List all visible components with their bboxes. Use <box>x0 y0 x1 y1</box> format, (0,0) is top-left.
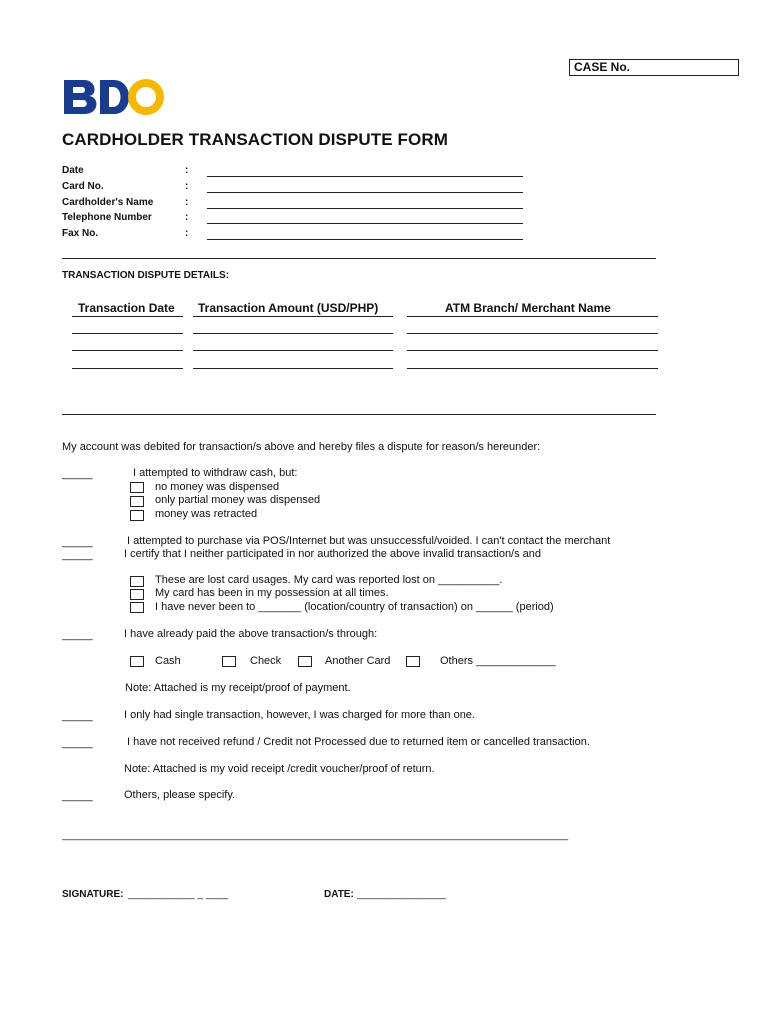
card-in-possession-label: My card has been in my possession at all times. <box>155 587 389 599</box>
fax-label: Fax No. <box>62 228 99 239</box>
col-transaction-amount: Transaction Amount (USD/PHP) <box>198 301 379 315</box>
dispute-intro: My account was debited for transaction/s above and hereby files a dispute for reason/s hereunder: <box>62 441 541 453</box>
col-atm-branch-merchant: ATM Branch/ Merchant Name <box>445 301 611 315</box>
single-reason-blank[interactable]: _____ <box>62 710 93 722</box>
transaction-amount-row-2[interactable] <box>193 333 393 334</box>
telephone-label: Telephone Number <box>62 212 152 223</box>
others-specify-line[interactable]: ___________________________________________________________________________________________ <box>62 830 569 841</box>
merchant-row-1[interactable] <box>407 316 658 317</box>
dispute-details-title: TRANSACTION DISPUTE DETAILS: <box>62 270 230 281</box>
paid-reason-blank[interactable]: _____ <box>62 629 93 641</box>
cardholder-name-field[interactable] <box>207 208 523 209</box>
merchant-row-3[interactable] <box>407 350 658 351</box>
card-no-colon: : <box>185 181 189 192</box>
no-money-label: no money was dispensed <box>155 481 280 493</box>
case-number-box[interactable] <box>569 59 739 76</box>
lost-card-checkbox[interactable] <box>130 576 144 587</box>
purchase-reason-blank[interactable]: _____ <box>62 536 93 548</box>
card-no-field[interactable] <box>207 192 523 193</box>
partial-money-checkbox[interactable] <box>130 496 144 507</box>
transaction-date-row-2[interactable] <box>72 333 183 334</box>
transaction-date-row-4[interactable] <box>72 368 183 369</box>
telephone-colon: : <box>185 212 189 223</box>
money-retracted-label: money was retracted <box>155 508 258 520</box>
merchant-row-2[interactable] <box>407 333 658 334</box>
others-payment-label: Others _____________ <box>440 655 556 667</box>
check-checkbox[interactable] <box>222 656 236 667</box>
cardholder-name-label: Cardholder's Name <box>62 197 154 208</box>
partial-money-label: only partial money was dispensed <box>155 494 321 506</box>
transaction-date-row-3[interactable] <box>72 350 183 351</box>
transaction-amount-row-1[interactable] <box>193 316 393 317</box>
case-number-label: CASE No. <box>574 60 631 74</box>
paid-reason-text: I have already paid the above transaction/s through: <box>124 628 378 640</box>
paid-note: Note: Attached is my receipt/proof of payment. <box>125 682 351 694</box>
refund-reason-text: I have not received refund / Credit not Processed due to returned item or cancelled transaction. <box>127 736 590 748</box>
section-divider-top <box>62 258 656 259</box>
certify-reason-text: I certify that I neither participated in nor authorized the above invalid transaction/s and <box>124 548 542 560</box>
withdraw-reason-text: I attempted to withdraw cash, but: <box>133 467 298 479</box>
purchase-reason-text: I attempted to purchase via POS/Internet but was unsuccessful/voided. I can't contact the merchant <box>127 535 611 547</box>
card-in-possession-checkbox[interactable] <box>130 589 144 600</box>
card-no-label: Card No. <box>62 181 104 192</box>
col-transaction-date: Transaction Date <box>78 301 175 315</box>
transaction-amount-row-3[interactable] <box>193 350 393 351</box>
cash-label: Cash <box>155 655 181 667</box>
date-colon: : <box>185 165 189 176</box>
transaction-date-row-1[interactable] <box>72 316 183 317</box>
signature-line[interactable]: ____________ _ ____ <box>128 889 229 900</box>
telephone-field[interactable] <box>207 223 523 224</box>
refund-note: Note: Attached is my void receipt /credit voucher/proof of return. <box>124 763 435 775</box>
cardholder-name-colon: : <box>185 197 189 208</box>
certify-reason-blank[interactable]: _____ <box>62 549 93 561</box>
fax-colon: : <box>185 228 189 239</box>
check-label: Check <box>250 655 282 667</box>
transaction-amount-row-4[interactable] <box>193 368 393 369</box>
others-reason-blank[interactable]: _____ <box>62 790 93 802</box>
lost-card-label: These are lost card usages. My card was reported lost on __________. <box>155 574 503 586</box>
no-money-checkbox[interactable] <box>130 482 144 493</box>
another-card-label: Another Card <box>325 655 391 667</box>
never-been-label: I have never been to _______ (location/country of transaction) on ______ (period) <box>155 601 554 613</box>
date-sign-label: DATE: <box>324 889 354 900</box>
date-sign-line[interactable]: ________________ <box>357 889 446 900</box>
money-retracted-checkbox[interactable] <box>130 510 144 521</box>
cash-checkbox[interactable] <box>130 656 144 667</box>
never-been-checkbox[interactable] <box>130 602 144 613</box>
others-payment-checkbox[interactable] <box>406 656 420 667</box>
withdraw-reason-blank[interactable]: _____ <box>62 468 93 480</box>
refund-reason-blank[interactable]: _____ <box>62 737 93 749</box>
form-title: CARDHOLDER TRANSACTION DISPUTE FORM <box>62 130 448 149</box>
bdo-logo <box>62 76 166 118</box>
signature-label: SIGNATURE: <box>62 889 124 900</box>
date-field[interactable] <box>207 176 523 177</box>
fax-field[interactable] <box>207 239 523 240</box>
section-divider-bottom <box>62 414 656 415</box>
date-label: Date <box>62 165 84 176</box>
merchant-row-4[interactable] <box>407 368 658 369</box>
others-reason-text: Others, please specify. <box>124 789 236 801</box>
another-card-checkbox[interactable] <box>298 656 312 667</box>
single-reason-text: I only had single transaction, however, I was charged for more than one. <box>124 709 475 721</box>
